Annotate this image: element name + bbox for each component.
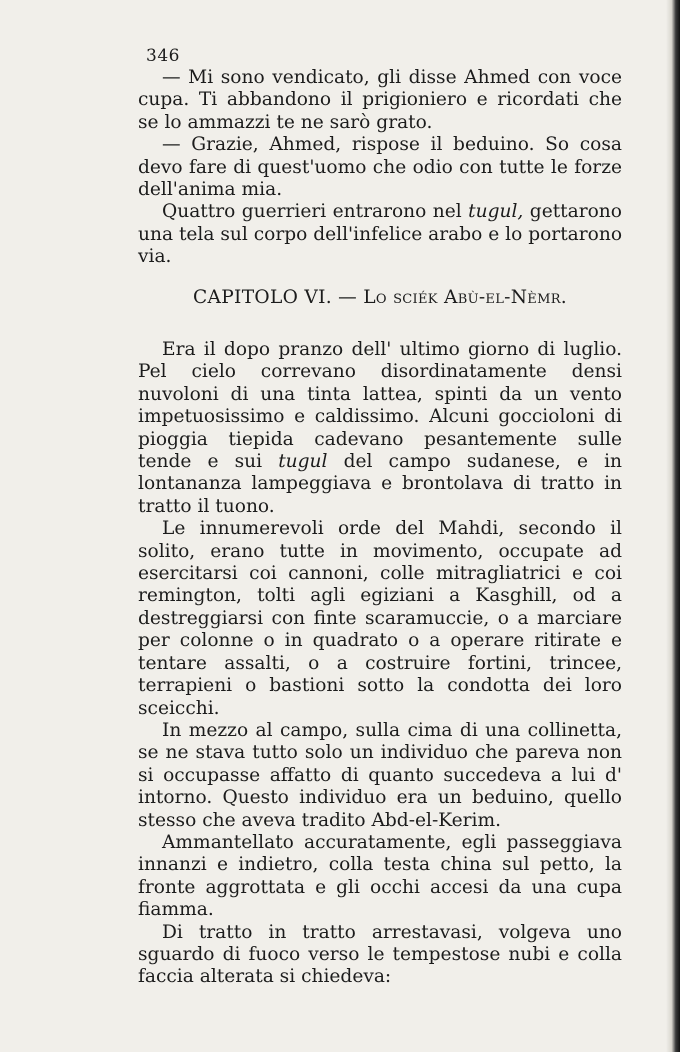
chapter-heading (138, 287, 622, 308)
paragraph: Quattro guerrieri entrarono nel tugul, gettarono una tela sul corpo dell'infelice arabo e lo portarono via. (138, 201, 623, 268)
dialogue-block (138, 67, 622, 269)
paragraph: — Mi sono vendicato, gli disse Ahmed con voce cupa. Ti abbandono il prigioniero e ricordati che se lo ammazzi te ne sarò grato. (138, 67, 622, 133)
chapter-dash: — (338, 287, 358, 308)
paragraph: Le innumerevoli orde del Mahdi, secondo il solito, erano tutte in movimento, occupate ad esercitarsi coi cannoni, colle mitragliatrici e coi remington, tolti agli egiziani a Kasghill, od a destreggiarsi con finte scaramuccie, o a marciare per colonne o in quadrato o a operare ritirate e tentare assalti, o a costruire fortini, trincee, terrapieni o bastioni sotto la condotta dei loro sceicchi. (138, 518, 622, 719)
paragraph: In mezzo al campo, sulla cima di una collinetta, se ne stava tutto solo un individuo che pareva non si occupasse affatto di quanto succedeva a lui d' intorno. Questo individuo era un beduino, quello stesso che aveva tradito Abd-el-Kerim. (138, 719, 622, 831)
chapter-number: CAPITOLO VI. (192, 287, 332, 308)
chapter-title: Lo sciék Abù-el-Nèmr. (363, 287, 567, 308)
paragraph: Era il dopo pranzo dell' ultimo giorno di luglio. Pel cielo correvano disordinatamente densi nuvoloni di una tinta lattea, spinti da un vento impetuosissimo e caldissimo. Alcuni goccioloni di pioggia tiepida cadevano pesantemente sulle tende e sui tugul del campo sudanese, e in lontananza lampeggiava e brontolava di tratto in tratto il tuono. (138, 339, 623, 517)
paragraph: Di tratto in tratto arrestavasi, volgeva uno sguardo di fuoco verso le tempestose nubi e colla faccia alterata si chiedeva: (138, 921, 622, 988)
body-block (138, 339, 622, 989)
page-edge-shadow (666, 0, 680, 1052)
paragraph: Ammantellato accuratamente, egli passeggiava innanzi e indietro, colla testa china sul petto, la fronte aggrottata e gli occhi accesi da una cupa fiamma. (138, 831, 622, 921)
page-number: 346 (146, 46, 180, 66)
paragraph: — Grazie, Ahmed, rispose il beduino. So cosa devo fare di quest'uomo che odio con tutte le forze dell'anima mia. (138, 134, 622, 201)
